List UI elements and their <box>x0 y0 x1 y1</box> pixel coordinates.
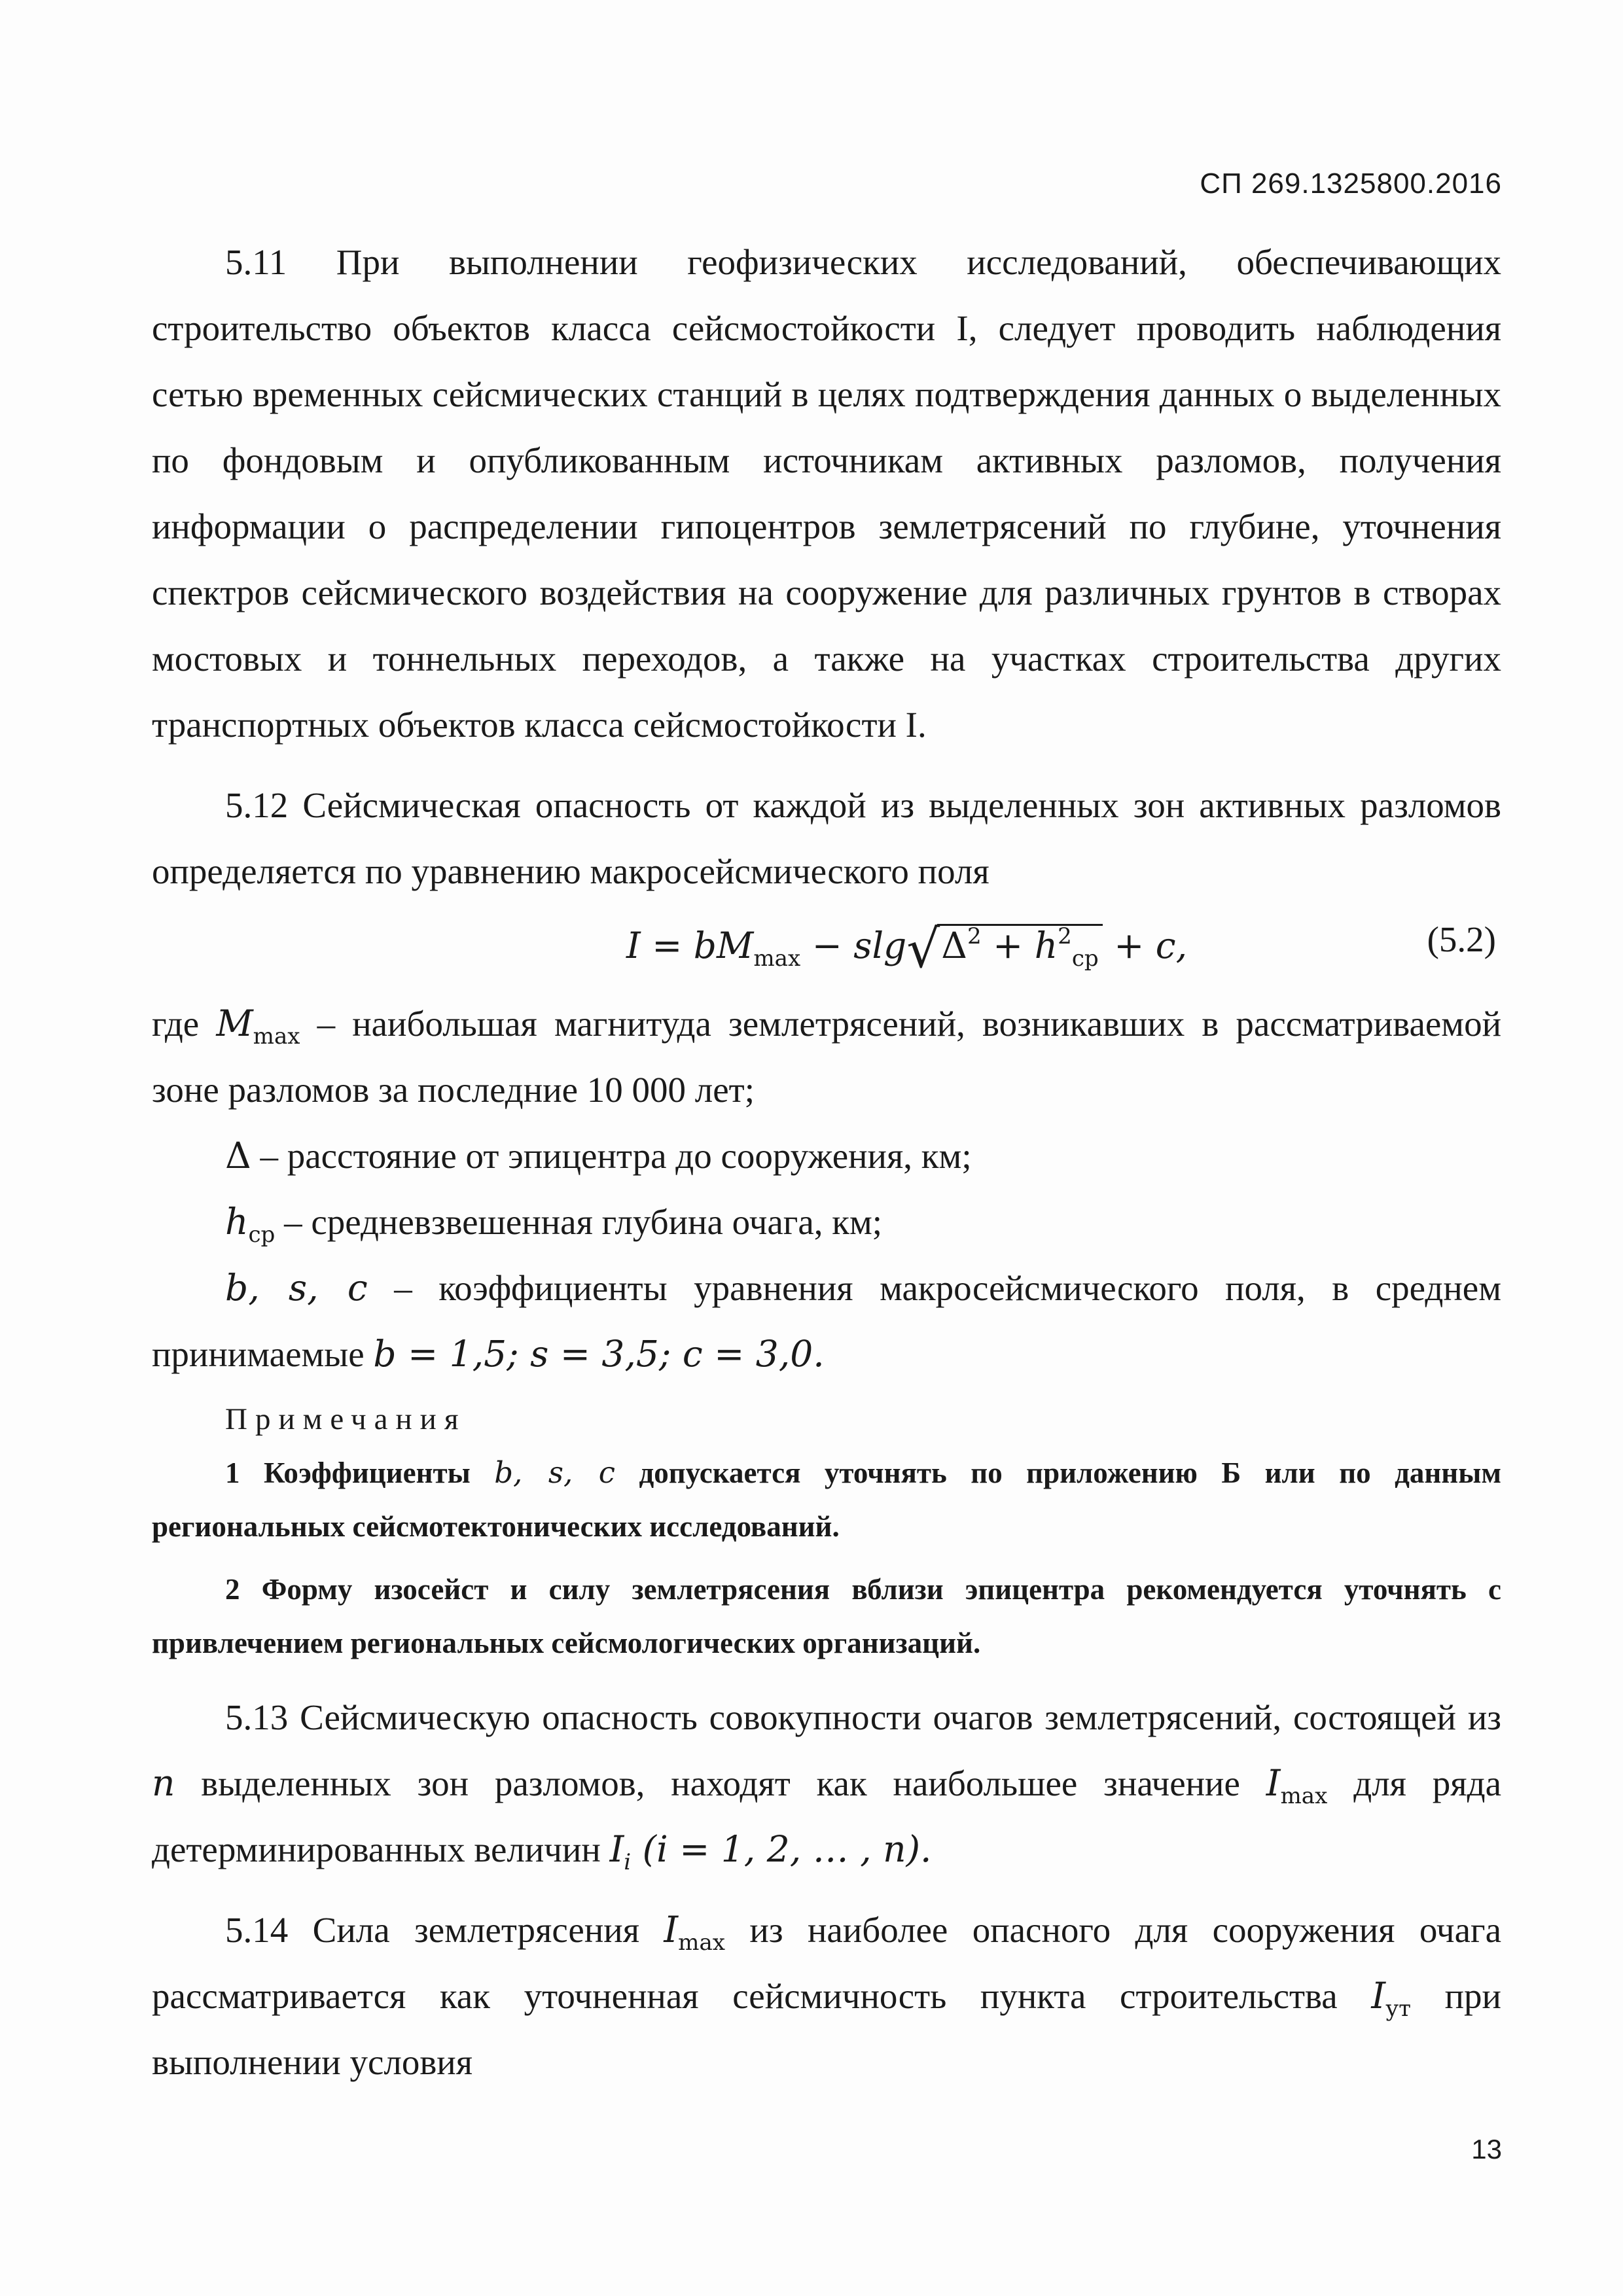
formula-minus: − slg <box>800 925 907 966</box>
paragraph-5-13 <box>152 1684 1501 1882</box>
definition-hcp-text: – средневзвешенная глубина очага, км; <box>275 1202 883 1242</box>
symbol-ii: I <box>609 1828 624 1870</box>
symbol-imax-2: I <box>664 1909 679 1951</box>
symbol-bsc: b, s, c <box>225 1267 368 1309</box>
note-1-symbols: b, s, c <box>494 1455 616 1490</box>
page-number: 13 <box>1471 2134 1502 2164</box>
symbol-imax: I <box>1266 1762 1281 1804</box>
radicand-plus-h: + h <box>981 925 1058 966</box>
note-1-lead: 1 Коэффициенты <box>225 1457 495 1489</box>
p514-b: из наиболее опасного для сооружения очага рассматривается как уточненная сейсмичность пункта строительства <box>152 1910 1501 2016</box>
paragraph-5-11: 5.11 При выполнении геофизических исследований, обеспечивающих строительство объектов класса сейсмостойкости I, следует проводить наблюдения сетью временных сейсмических станций в целях подтверждения данных о выделенных по фондовым и опубликованным источникам активных разломов, получения информации о распределении гипоцентров землетрясений по глубине, уточнения спектров сейсмического воздействия на сооружение для различных грунтов в створах мостовых и тоннельных переходов, а также на участках строительства других транспортных объектов класса сейсмостойкости I. <box>152 242 1501 745</box>
symbol-h: h <box>225 1201 249 1243</box>
radicand-h-sub: ср <box>1071 945 1099 972</box>
formula-tail: + c, <box>1102 925 1188 966</box>
symbol-ii-sub: i <box>624 1849 632 1875</box>
definition-mmax-text: – наибольшая магнитуда землетрясений, возникавших в рассматриваемой зоне разломов за последние 10 000 лет; <box>152 1004 1502 1110</box>
formula-5-2 <box>152 904 1501 991</box>
p513-c: для ряда детерминированных величин <box>152 1763 1502 1869</box>
p513-b: выделенных зон разломов, находят как наибольшее значение <box>175 1763 1266 1803</box>
p513-d: (i = 1, 2, … , n). <box>631 1828 932 1870</box>
formula-number: (5.2) <box>1427 919 1496 959</box>
radicand-h-sup: 2 <box>1058 923 1072 949</box>
notes-title: Примечания <box>225 1402 467 1436</box>
symbol-iut: I <box>1371 1975 1386 2017</box>
p513-a: 5.13 Сейсмическую опасность совокупности очагов землетрясений, состоящей из <box>225 1697 1501 1737</box>
symbol-m-sub: max <box>253 1023 300 1050</box>
formula-expression <box>626 919 1187 980</box>
definition-coefficients <box>152 1255 1501 1387</box>
symbol-h-sub: ср <box>248 1222 276 1248</box>
coefficient-values: b = 1,5; s = 3,5; c = 3,0. <box>373 1333 825 1375</box>
document-body <box>152 229 1501 2095</box>
radicand-delta: Δ <box>941 925 967 966</box>
definition-hcp <box>152 1189 1501 1255</box>
symbol-delta: Δ <box>225 1135 251 1176</box>
p514-c: при выполнении условия <box>152 1976 1501 2082</box>
sqrt-icon: √ <box>906 919 940 980</box>
note-1 <box>152 1446 1501 1553</box>
definition-delta-text: – расстояние от эпицентра до сооружения, км; <box>251 1136 972 1176</box>
formula-radicand <box>937 923 1103 972</box>
note-1-text: допускается уточнять по приложению Б или по данным региональных сейсмотектонических исследований. <box>152 1457 1501 1543</box>
document-code: СП 269.1325800.2016 <box>1200 168 1502 200</box>
definition-mmax <box>152 991 1501 1123</box>
formula-lhs-sub: max <box>753 945 801 972</box>
radicand-delta-sup: 2 <box>967 923 982 949</box>
paragraph-5-14 <box>152 1897 1501 2095</box>
symbol-imax-sub: max <box>1280 1783 1328 1809</box>
paragraph-5-12: 5.12 Сейсмическая опасность от каждой из выделенных зон активных разломов определяется по уравнению макросейсмического поля <box>152 785 1501 891</box>
p514-a: 5.14 Сила землетрясения <box>225 1910 664 1950</box>
symbol-iut-sub: ут <box>1385 1996 1411 2022</box>
where-lead: где <box>152 1004 217 1044</box>
symbol-imax-2-sub: max <box>678 1930 726 1956</box>
note-2: 2 Форму изосейст и силу землетрясения вблизи эпицентра рекомендуется уточнять с привлечением региональных сейсмологических организаций. <box>152 1573 1501 1659</box>
definition-delta <box>152 1123 1501 1189</box>
symbol-n: n <box>152 1762 175 1804</box>
definition-coefficients-text: – коэффициенты уравнения макросейсмического поля, в среднем принимаемые <box>152 1268 1501 1374</box>
symbol-m: M <box>216 1002 253 1044</box>
formula-lhs: I = bM <box>626 925 754 966</box>
